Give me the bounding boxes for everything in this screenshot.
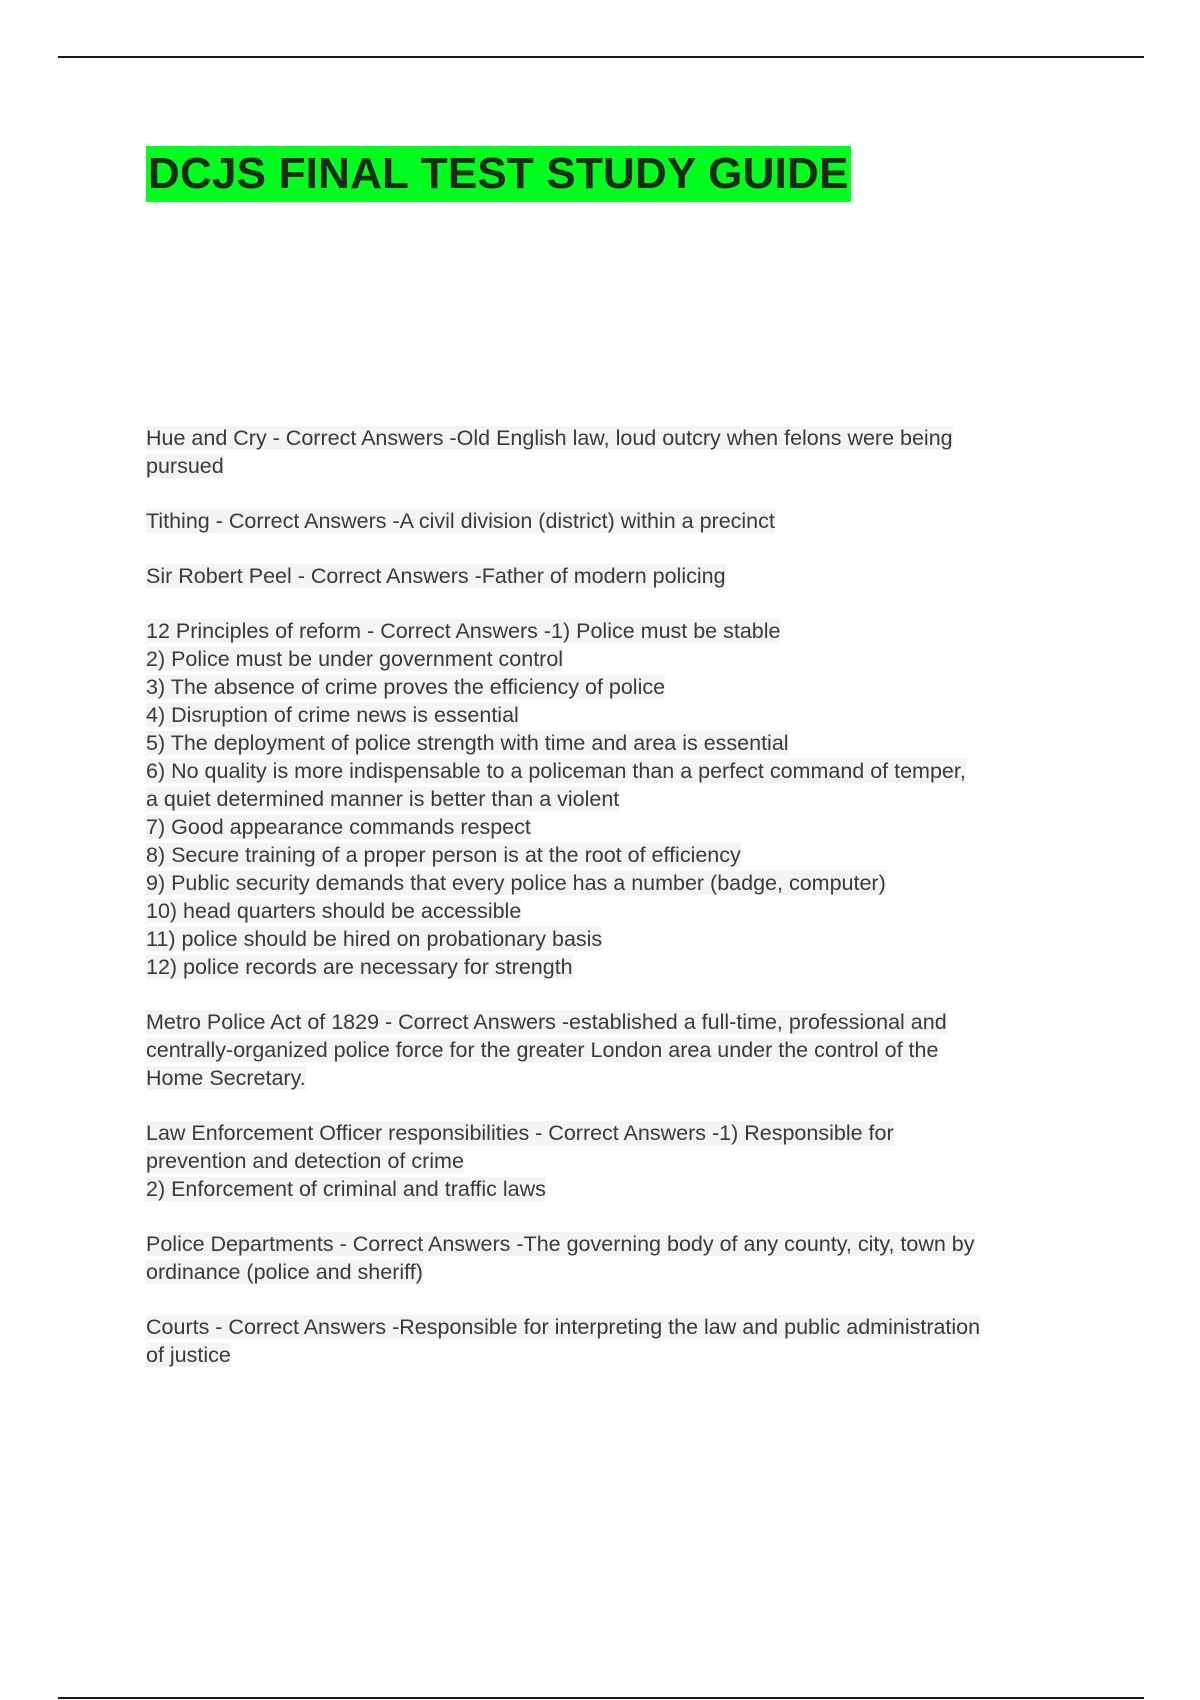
entry-courts xyxy=(146,1313,1096,1369)
study-guide-content xyxy=(146,424,1096,1396)
entry-metro-police-act xyxy=(146,1008,1096,1092)
entry-leo-responsibilities xyxy=(146,1119,1096,1203)
entry-line: Law Enforcement Officer responsibilities - Correct Answers -1) Responsible for xyxy=(146,1121,894,1145)
bottom-rule xyxy=(58,1697,1144,1699)
entry-line: Police Departments - Correct Answers -The governing body of any county, city, town by xyxy=(146,1232,975,1256)
entry-line: 3) The absence of crime proves the efficiency of police xyxy=(146,675,666,699)
entry-line: ordinance (police and sheriff) xyxy=(146,1260,423,1284)
entry-line: 12 Principles of reform - Correct Answers -1) Police must be stable xyxy=(146,619,781,643)
entry-line: 5) The deployment of police strength with time and area is essential xyxy=(146,731,789,755)
entry-line: Hue and Cry - Correct Answers -Old English law, loud outcry when felons were being xyxy=(146,426,953,450)
top-rule xyxy=(58,56,1144,58)
entry-sir-robert-peel xyxy=(146,562,1096,590)
entry-line: Courts - Correct Answers -Responsible for interpreting the law and public administration xyxy=(146,1315,981,1339)
entry-line: a quiet determined manner is better than a violent xyxy=(146,787,620,811)
entry-line: prevention and detection of crime xyxy=(146,1149,464,1173)
entry-12-principles xyxy=(146,617,1096,981)
entry-hue-and-cry xyxy=(146,424,1096,480)
entry-line: Tithing - Correct Answers -A civil division (district) within a precinct xyxy=(146,509,775,533)
entry-line: centrally-organized police force for the greater London area under the control of the xyxy=(146,1038,939,1062)
entry-line: pursued xyxy=(146,454,224,478)
entry-line: Metro Police Act of 1829 - Correct Answers -established a full-time, professional and xyxy=(146,1010,947,1034)
entry-line: 12) police records are necessary for strength xyxy=(146,955,573,979)
entry-line: 7) Good appearance commands respect xyxy=(146,815,531,839)
entry-line: Sir Robert Peel - Correct Answers -Father of modern policing xyxy=(146,564,726,588)
entry-line: 2) Enforcement of criminal and traffic laws xyxy=(146,1177,546,1201)
entry-line: 4) Disruption of crime news is essential xyxy=(146,703,519,727)
entry-tithing xyxy=(146,507,1096,535)
entry-line: Home Secretary. xyxy=(146,1066,306,1090)
entry-line: of justice xyxy=(146,1343,231,1367)
entry-line: 10) head quarters should be accessible xyxy=(146,899,522,923)
entry-line: 2) Police must be under government control xyxy=(146,647,564,671)
entry-line: 9) Public security demands that every police has a number (badge, computer) xyxy=(146,871,886,895)
entry-police-departments xyxy=(146,1230,1096,1286)
document-title: DCJS FINAL TEST STUDY GUIDE xyxy=(146,146,851,202)
title-block xyxy=(146,146,851,202)
entry-line: 8) Secure training of a proper person is at the root of efficiency xyxy=(146,843,741,867)
entry-line: 11) police should be hired on probationary basis xyxy=(146,927,603,951)
entry-line: 6) No quality is more indispensable to a policeman than a perfect command of temper, xyxy=(146,759,966,783)
